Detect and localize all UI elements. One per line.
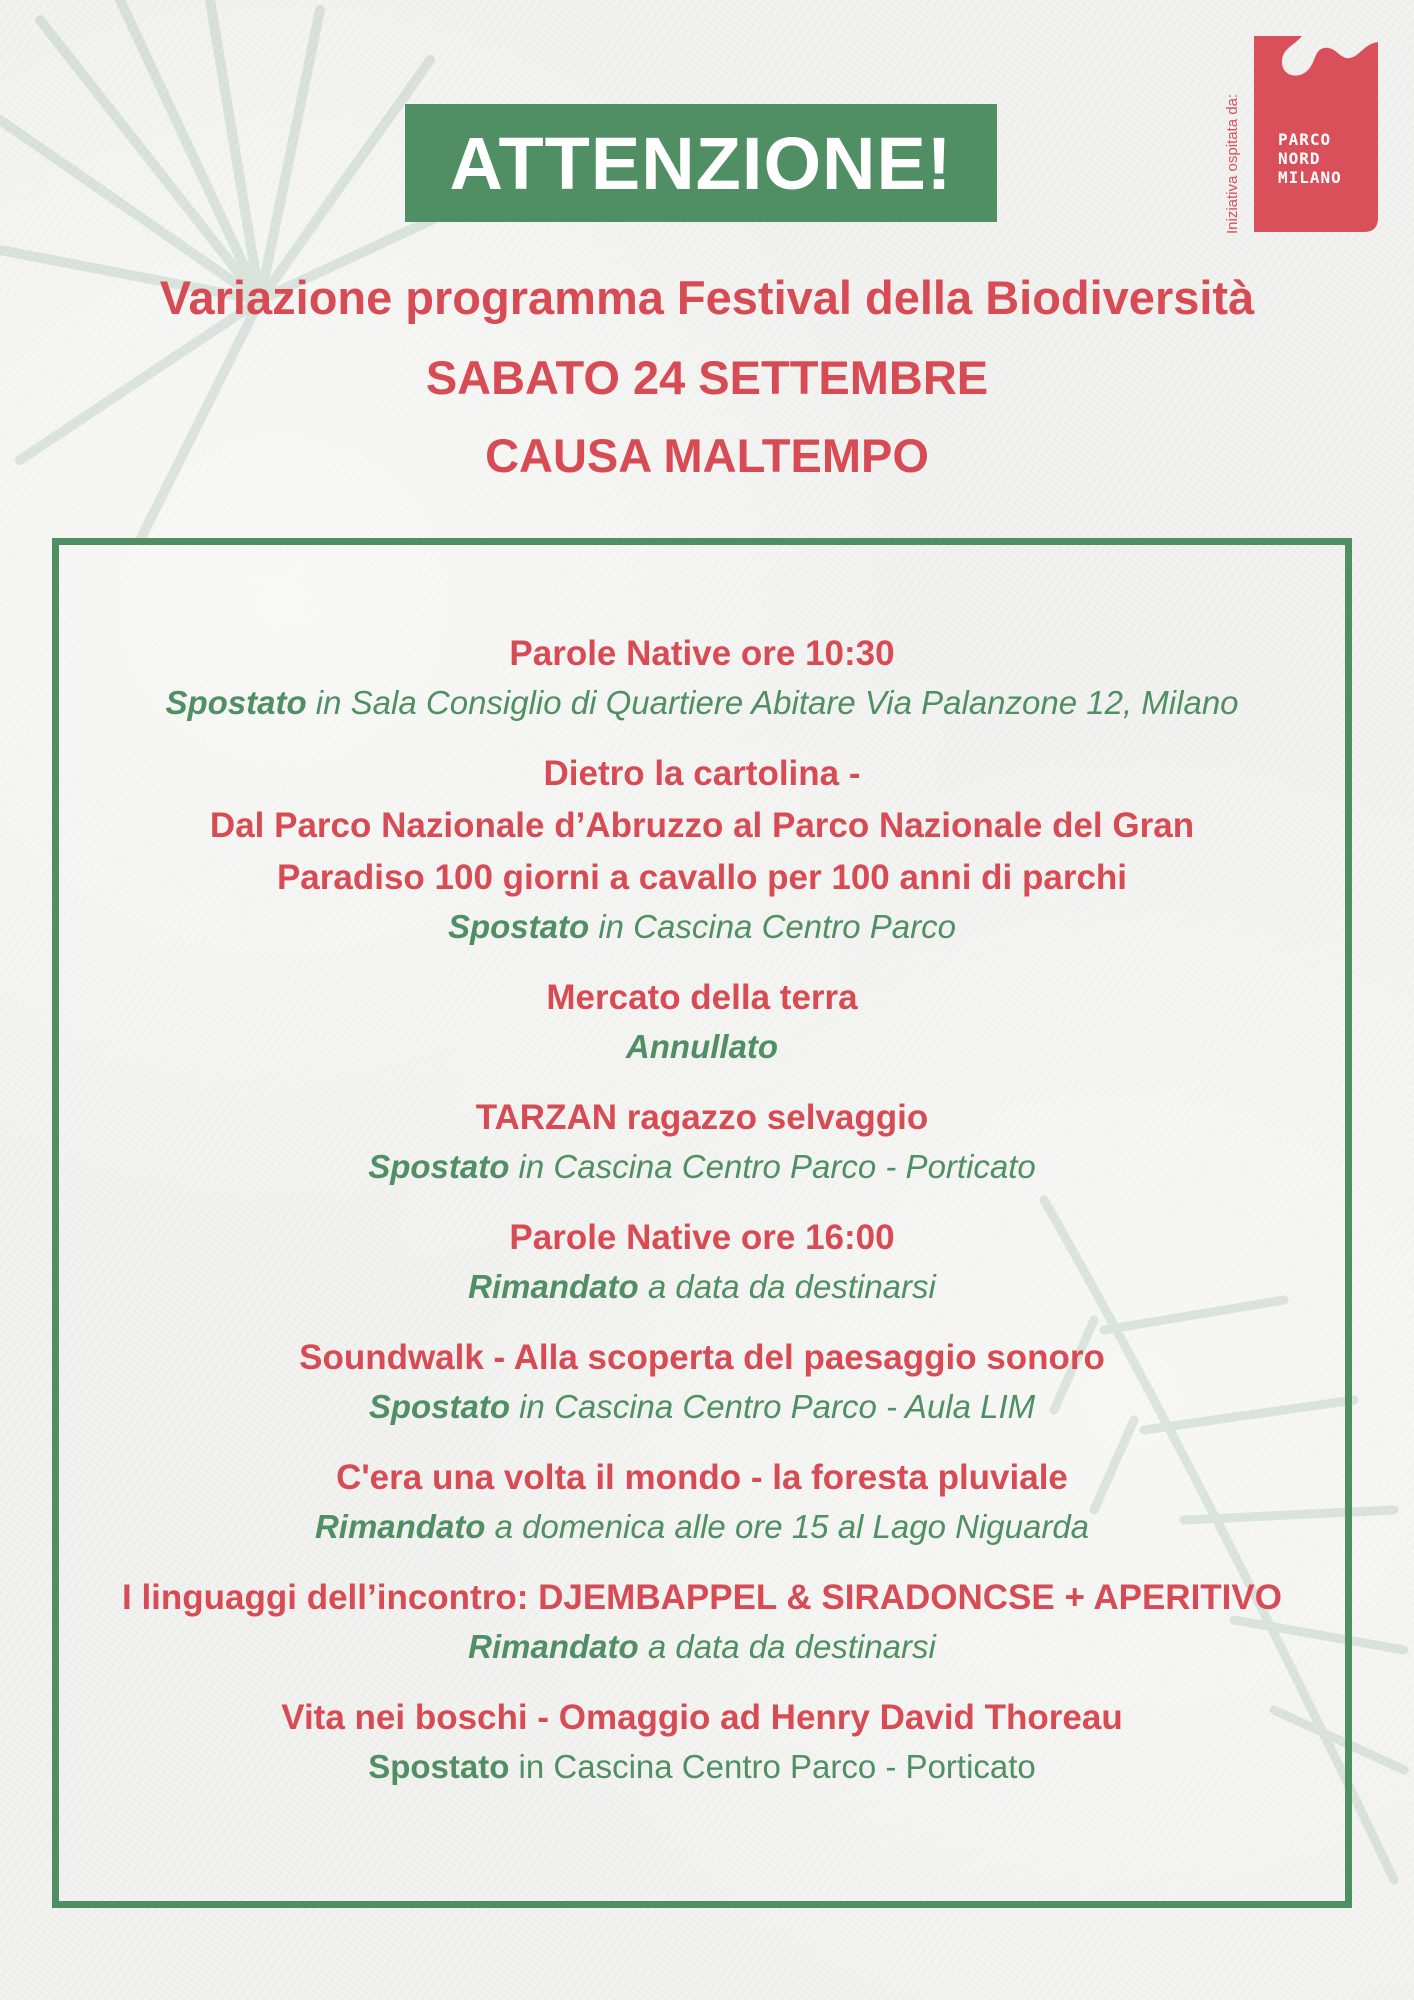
headline-cause: CAUSA MALTEMPO bbox=[485, 429, 929, 482]
event-item bbox=[52, 1212, 1352, 1310]
status-detail: a data da destinarsi bbox=[638, 1268, 936, 1305]
status-detail: a data da destinarsi bbox=[638, 1628, 936, 1665]
status-keyword: Rimandato bbox=[314, 1508, 486, 1545]
event-status bbox=[52, 1264, 1352, 1310]
event-item bbox=[52, 628, 1352, 726]
logo-caption: Iniziativa ospitata da: bbox=[1224, 93, 1241, 234]
status-keyword: Spostato bbox=[368, 1748, 510, 1785]
event-item bbox=[52, 1452, 1352, 1550]
status-keyword: Annullato bbox=[625, 1028, 779, 1065]
event-status bbox=[52, 1504, 1352, 1550]
status-keyword: Spostato bbox=[165, 684, 307, 721]
event-title: I linguaggi dell’incontro: DJEMBAPPEL & SIRADONCSE + APERITIVO bbox=[122, 1578, 1282, 1617]
logo-line-1: PARCO bbox=[1278, 130, 1332, 149]
attention-banner bbox=[405, 104, 997, 222]
logo-line-3: MILANO bbox=[1278, 168, 1342, 187]
event-title: Vita nei boschi - Omaggio ad Henry David Thoreau bbox=[281, 1698, 1123, 1737]
parco-nord-logo bbox=[1222, 34, 1382, 234]
event-item bbox=[52, 1572, 1352, 1670]
status-keyword: Spostato bbox=[447, 908, 590, 945]
event-title: Soundwalk - Alla scoperta del paesaggio sonoro bbox=[299, 1338, 1105, 1377]
event-status bbox=[52, 1384, 1352, 1430]
event-title: Mercato della terra bbox=[546, 978, 858, 1017]
event-title: Paradiso 100 giorni a cavallo per 100 anni di parchi bbox=[276, 858, 1128, 897]
status-detail: in Cascina Centro Parco bbox=[589, 908, 956, 945]
banner-title: ATTENZIONE! bbox=[449, 121, 953, 205]
status-detail: in Cascina Centro Parco - Porticato bbox=[509, 1148, 1036, 1185]
status-keyword: Spostato bbox=[368, 1148, 510, 1185]
event-item bbox=[52, 1332, 1352, 1430]
program-list bbox=[52, 628, 1352, 1812]
logo-wordmark bbox=[1278, 130, 1342, 187]
event-status bbox=[52, 680, 1352, 726]
event-title: Parole Native ore 16:00 bbox=[509, 1218, 895, 1257]
event-title: Dietro la cartolina - bbox=[543, 754, 861, 793]
status-keyword: Rimandato bbox=[468, 1268, 639, 1305]
event-status bbox=[52, 1624, 1352, 1670]
event-title: C'era una volta il mondo - la foresta pluviale bbox=[336, 1458, 1068, 1497]
event-item bbox=[52, 972, 1352, 1070]
status-keyword: Rimandato bbox=[468, 1628, 639, 1665]
status-detail: in Cascina Centro Parco - Aula LIM bbox=[510, 1388, 1036, 1425]
event-title: Dal Parco Nazionale d’Abruzzo al Parco Nazionale del Gran bbox=[209, 806, 1195, 845]
event-item bbox=[52, 1092, 1352, 1190]
event-status bbox=[52, 1024, 1352, 1070]
status-keyword: Spostato bbox=[368, 1388, 510, 1425]
event-status bbox=[52, 1144, 1352, 1190]
headline-variation: Variazione programma Festival della Biodiversità bbox=[159, 271, 1255, 324]
event-title: Parole Native ore 10:30 bbox=[509, 634, 895, 673]
event-title: TARZAN ragazzo selvaggio bbox=[475, 1098, 929, 1137]
logo-line-2: NORD bbox=[1278, 149, 1321, 168]
event-item bbox=[52, 1692, 1352, 1790]
event-item bbox=[52, 748, 1352, 950]
event-status bbox=[52, 1744, 1352, 1790]
status-detail: a domenica alle ore 15 al Lago Niguarda bbox=[485, 1508, 1090, 1545]
event-status bbox=[52, 904, 1352, 950]
status-detail: in Cascina Centro Parco - Porticato bbox=[509, 1748, 1036, 1785]
status-detail: in Sala Consiglio di Quartiere Abitare Via Palanzone 12, Milano bbox=[306, 684, 1239, 721]
headline-date: SABATO 24 SETTEMBRE bbox=[425, 351, 989, 404]
